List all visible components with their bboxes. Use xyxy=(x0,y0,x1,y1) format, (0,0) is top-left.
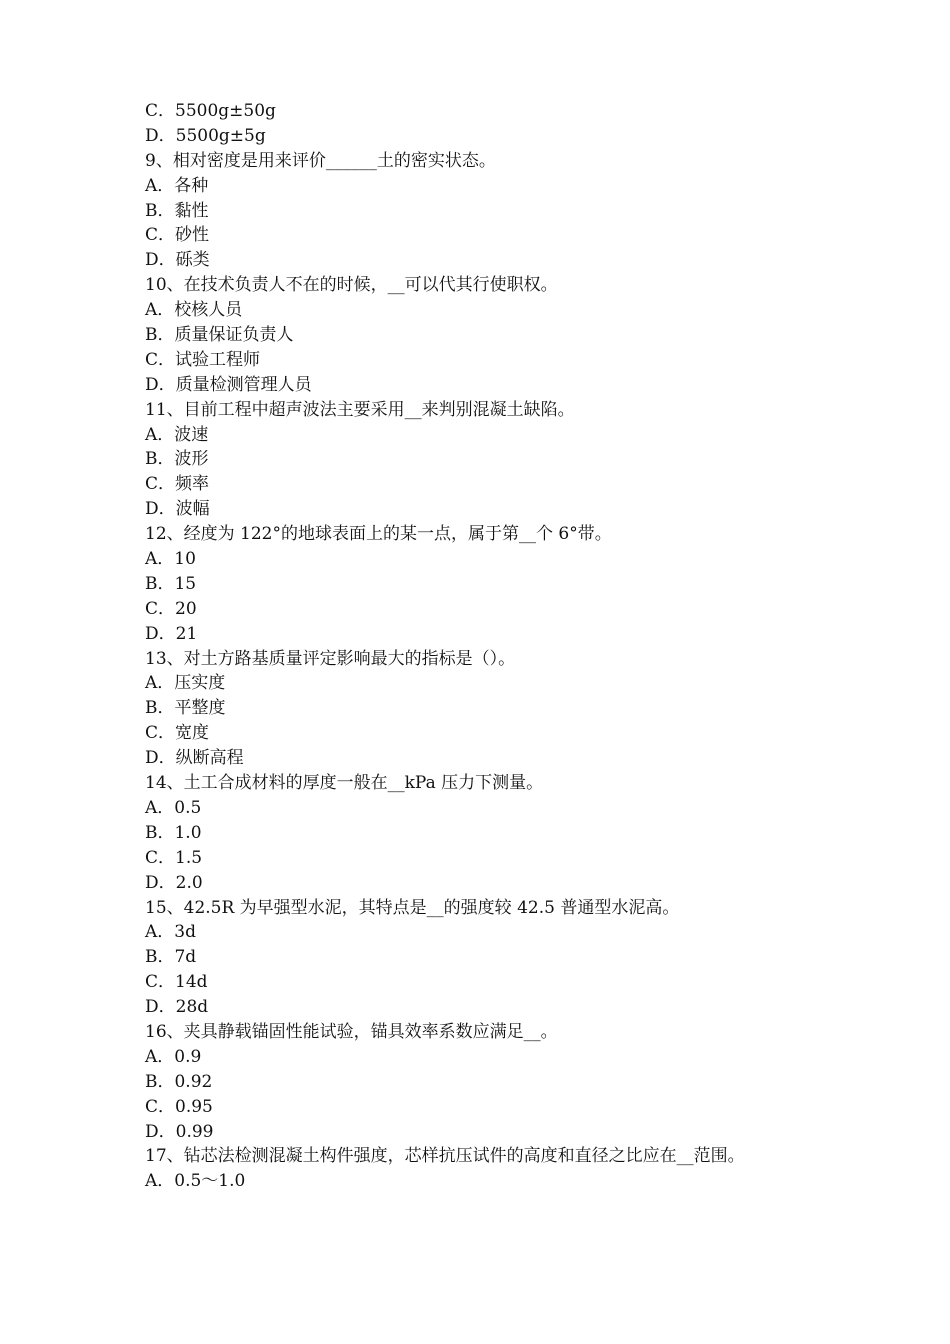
question-line: 13、对土方路基质量评定影响最大的指标是（）。 xyxy=(145,648,516,669)
option-line: C．14d xyxy=(145,972,208,993)
option-line: A．0.9 xyxy=(145,1046,202,1067)
option-line: B．波形 xyxy=(145,449,209,470)
option-line: C．砂性 xyxy=(145,225,210,246)
option-line: B．1.0 xyxy=(145,822,202,843)
option-line: C．5500g±50g xyxy=(145,101,276,121)
option-line: A．各种 xyxy=(145,175,209,196)
option-line: B．15 xyxy=(145,573,197,594)
option-line: D．波幅 xyxy=(145,499,210,520)
option-line: D．0.99 xyxy=(145,1121,214,1142)
question-line: 15、42.5R 为早强型水泥，其特点是__的强度较 42.5 普通型水泥高。 xyxy=(145,897,680,918)
question-line: 9、相对密度是用来评价______土的密实状态。 xyxy=(145,150,496,171)
option-line: B．7d xyxy=(145,947,197,968)
question-line: 12、经度为 122°的地球表面上的某一点，属于第__个 6°带。 xyxy=(145,524,612,545)
option-line: C．1.5 xyxy=(145,847,203,868)
option-line: A．0.5～1.0 xyxy=(145,1171,246,1192)
option-line: B．质量保证负责人 xyxy=(145,325,294,346)
question-text xyxy=(145,99,845,1194)
option-line: D．28d xyxy=(145,997,209,1018)
option-line: A．0.5 xyxy=(145,797,202,818)
option-line: C．20 xyxy=(145,598,197,619)
option-line: C．0.95 xyxy=(145,1096,213,1117)
option-line: D．质量检测管理人员 xyxy=(145,374,312,395)
question-line: 16、夹具静载锚固性能试验，锚具效率系数应满足__。 xyxy=(145,1021,558,1042)
option-line: B．平整度 xyxy=(145,698,226,719)
option-line: C．频率 xyxy=(145,474,210,495)
option-line: C．宽度 xyxy=(145,723,210,744)
option-line: A．压实度 xyxy=(145,673,226,694)
option-line: B．黏性 xyxy=(145,200,209,221)
option-line: D．纵断高程 xyxy=(145,748,244,769)
question-line: 11、目前工程中超声波法主要采用__来判别混凝土缺陷。 xyxy=(145,399,575,420)
option-line: B．0.92 xyxy=(145,1071,213,1092)
option-line: A．校核人员 xyxy=(145,300,243,321)
option-line: D．21 xyxy=(145,623,198,644)
option-line: A．3d xyxy=(145,922,196,943)
option-line: D．5500g±5g xyxy=(145,125,266,146)
option-line: D．砾类 xyxy=(145,250,210,271)
option-line: D．2.0 xyxy=(145,872,203,893)
option-line: A．10 xyxy=(145,549,196,570)
option-line: C．试验工程师 xyxy=(145,349,261,370)
option-line: A．波速 xyxy=(145,424,209,445)
question-line: 17、钻芯法检测混凝土构件强度，芯样抗压试件的高度和直径之比应在__范围。 xyxy=(145,1146,745,1167)
question-line: 14、土工合成材料的厚度一般在__kPa 压力下测量。 xyxy=(145,773,544,794)
question-line: 10、在技术负责人不在的时候，__可以代其行使职权。 xyxy=(145,275,558,296)
